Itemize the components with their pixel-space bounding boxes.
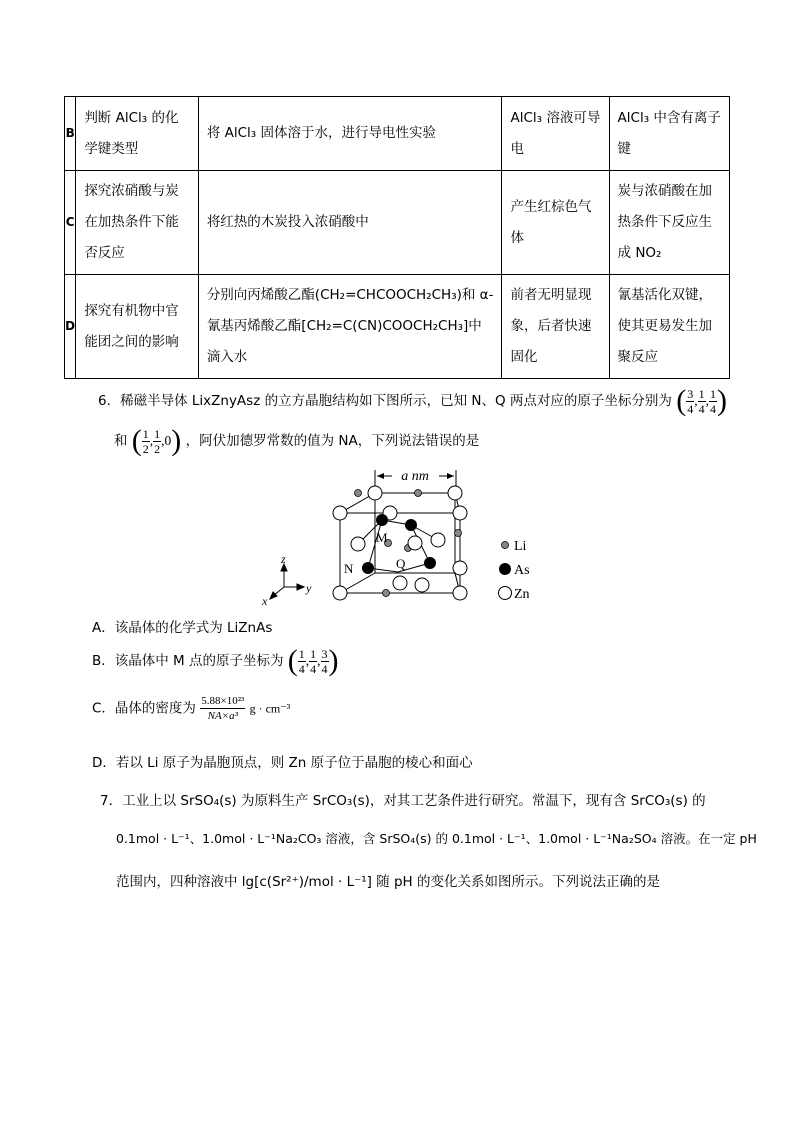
coord-frac: $\frac{1}{2}$ xyxy=(142,426,149,456)
coord-frac: $\frac{1}{4}$ xyxy=(310,646,317,676)
phenomenon-cell: 前者无明显现象，后者快速固化 xyxy=(502,275,609,379)
q7-stem-line2: 0.1mol · L⁻¹、1.0mol · L⁻¹Na₂CO₃ 溶液，含 SrSO₄(s) 的 0.1mol · L⁻¹、1.0mol · L⁻¹Na₂SO₄ 溶液。在一定 pH xyxy=(116,831,757,846)
q6-option-a[interactable]: A．该晶体的化学式为 LiZnAs xyxy=(92,620,273,636)
q6-option-d[interactable]: D．若以 Li 原子为晶胞顶点，则 Zn 原子位于晶胞的棱心和面心 xyxy=(92,755,473,771)
table-row xyxy=(65,97,730,171)
operation-cell: 将 AlCl₃ 固体溶于水，进行导电性实验 xyxy=(198,97,502,171)
edge-length-label: a nm xyxy=(401,469,429,484)
legend-zn-marker xyxy=(499,587,512,600)
table-row xyxy=(65,171,730,275)
q7-stem-line1: 7．工业上以 SrSO₄(s) 为原料生产 SrCO₃(s)，对其工艺条件进行研究。常温下，现有含 SrCO₃(s) 的 xyxy=(100,793,706,809)
option-c-text: C．晶体的密度为 xyxy=(92,700,196,717)
coord-frac: $\frac{3}{4}$ xyxy=(687,386,694,416)
option-label: C xyxy=(65,171,76,275)
purpose-cell: 探究浓硝酸与炭在加热条件下能否反应 xyxy=(76,171,199,275)
q6-and-text: 和 xyxy=(114,433,128,449)
density-unit: g · cm⁻³ xyxy=(249,701,291,716)
purpose-cell: 探究有机物中官能团之间的影响 xyxy=(76,275,199,379)
q6-option-c[interactable] xyxy=(92,694,290,723)
coord-frac: $\frac{1}{4}$ xyxy=(709,386,716,416)
legend-as-marker xyxy=(499,563,511,575)
q6-stem-text: 6．稀磁半导体 LixZnyAsz 的立方晶胞结构如下图所示，已知 N、Q 两点对应的原子坐标分别为 xyxy=(98,393,672,409)
legend-zn-label: Zn xyxy=(514,587,530,602)
axis-z-label: z xyxy=(281,552,286,566)
crystal-cell-diagram xyxy=(258,460,548,610)
purpose-cell: 判断 AlCl₃ 的化学键类型 xyxy=(76,97,199,171)
point-m-label: M xyxy=(376,530,388,545)
legend-as-label: As xyxy=(514,563,530,578)
phenomenon-cell: 产生红棕色气体 xyxy=(502,171,609,275)
axis-x-label: x xyxy=(262,594,268,608)
experiment-table xyxy=(64,96,730,379)
option-b-text: B．该晶体中 M 点的原子坐标为 xyxy=(92,653,284,669)
q6-stem-line2: 和 ( $\frac{1}{2}$ , $\frac{1}{2}$ ,0) ，阿伏加德罗常数的值为 NA，下列说法错误的是 xyxy=(114,424,480,457)
q6-stem-line1: 6．稀磁半导体 LixZnyAsz 的立方晶胞结构如下图所示，已知 N、Q 两点对应的原子坐标分别为 ( $\frac{3}{4}$ , $\frac{1}{4}$ , $\frac{1}{4}$ ) xyxy=(98,384,727,417)
table-row xyxy=(65,275,730,379)
axis-y-label: y xyxy=(306,581,312,595)
q6-question-text: ，阿伏加德罗常数的值为 NA，下列说法错误的是 xyxy=(185,433,480,449)
option-label: B xyxy=(65,97,76,171)
operation-cell: 将红热的木炭投入浓硝酸中 xyxy=(198,171,502,275)
density-frac: $\frac{\text{5.88×10²³}}{\text{NA×a³}}$ xyxy=(201,695,245,722)
point-n-label: N xyxy=(344,561,354,576)
phenomenon-cell: AlCl₃ 溶液可导电 xyxy=(502,97,609,171)
option-label: D xyxy=(65,275,76,379)
conclusion-cell: AlCl₃ 中含有离子键 xyxy=(609,97,729,171)
q7-stem-line3: 范围内，四种溶液中 lg[c(Sr²⁺)/mol · L⁻¹] 随 pH 的变化关系如图所示。下列说法正确的是 xyxy=(116,874,660,890)
conclusion-cell: 炭与浓硝酸在加热条件下反应生成 NO₂ xyxy=(609,171,729,275)
q6-option-b[interactable]: B．该晶体中 M 点的原子坐标为 ( $\frac{1}{4}$ , $\frac{1}{4}$ , $\frac{3}{4}$ ) xyxy=(92,644,339,677)
conclusion-cell: 氰基活化双键，使其更易发生加聚反应 xyxy=(609,275,729,379)
legend-li-label: Li xyxy=(514,539,527,554)
operation-cell: 分别向丙烯酸乙酯(CH₂=CHCOOCH₂CH₃)和 α-氰基丙烯酸乙酯[CH₂=C(CN)COOCH₂CH₃]中滴入水 xyxy=(198,275,502,379)
coord-frac: $\frac{1}{2}$ xyxy=(154,426,161,456)
legend-li-marker xyxy=(502,542,509,549)
coord-frac: $\frac{1}{4}$ xyxy=(298,646,305,676)
point-q-label: Q xyxy=(396,556,406,571)
coord-frac: $\frac{3}{4}$ xyxy=(321,646,328,676)
coord-frac: $\frac{1}{4}$ xyxy=(698,386,705,416)
